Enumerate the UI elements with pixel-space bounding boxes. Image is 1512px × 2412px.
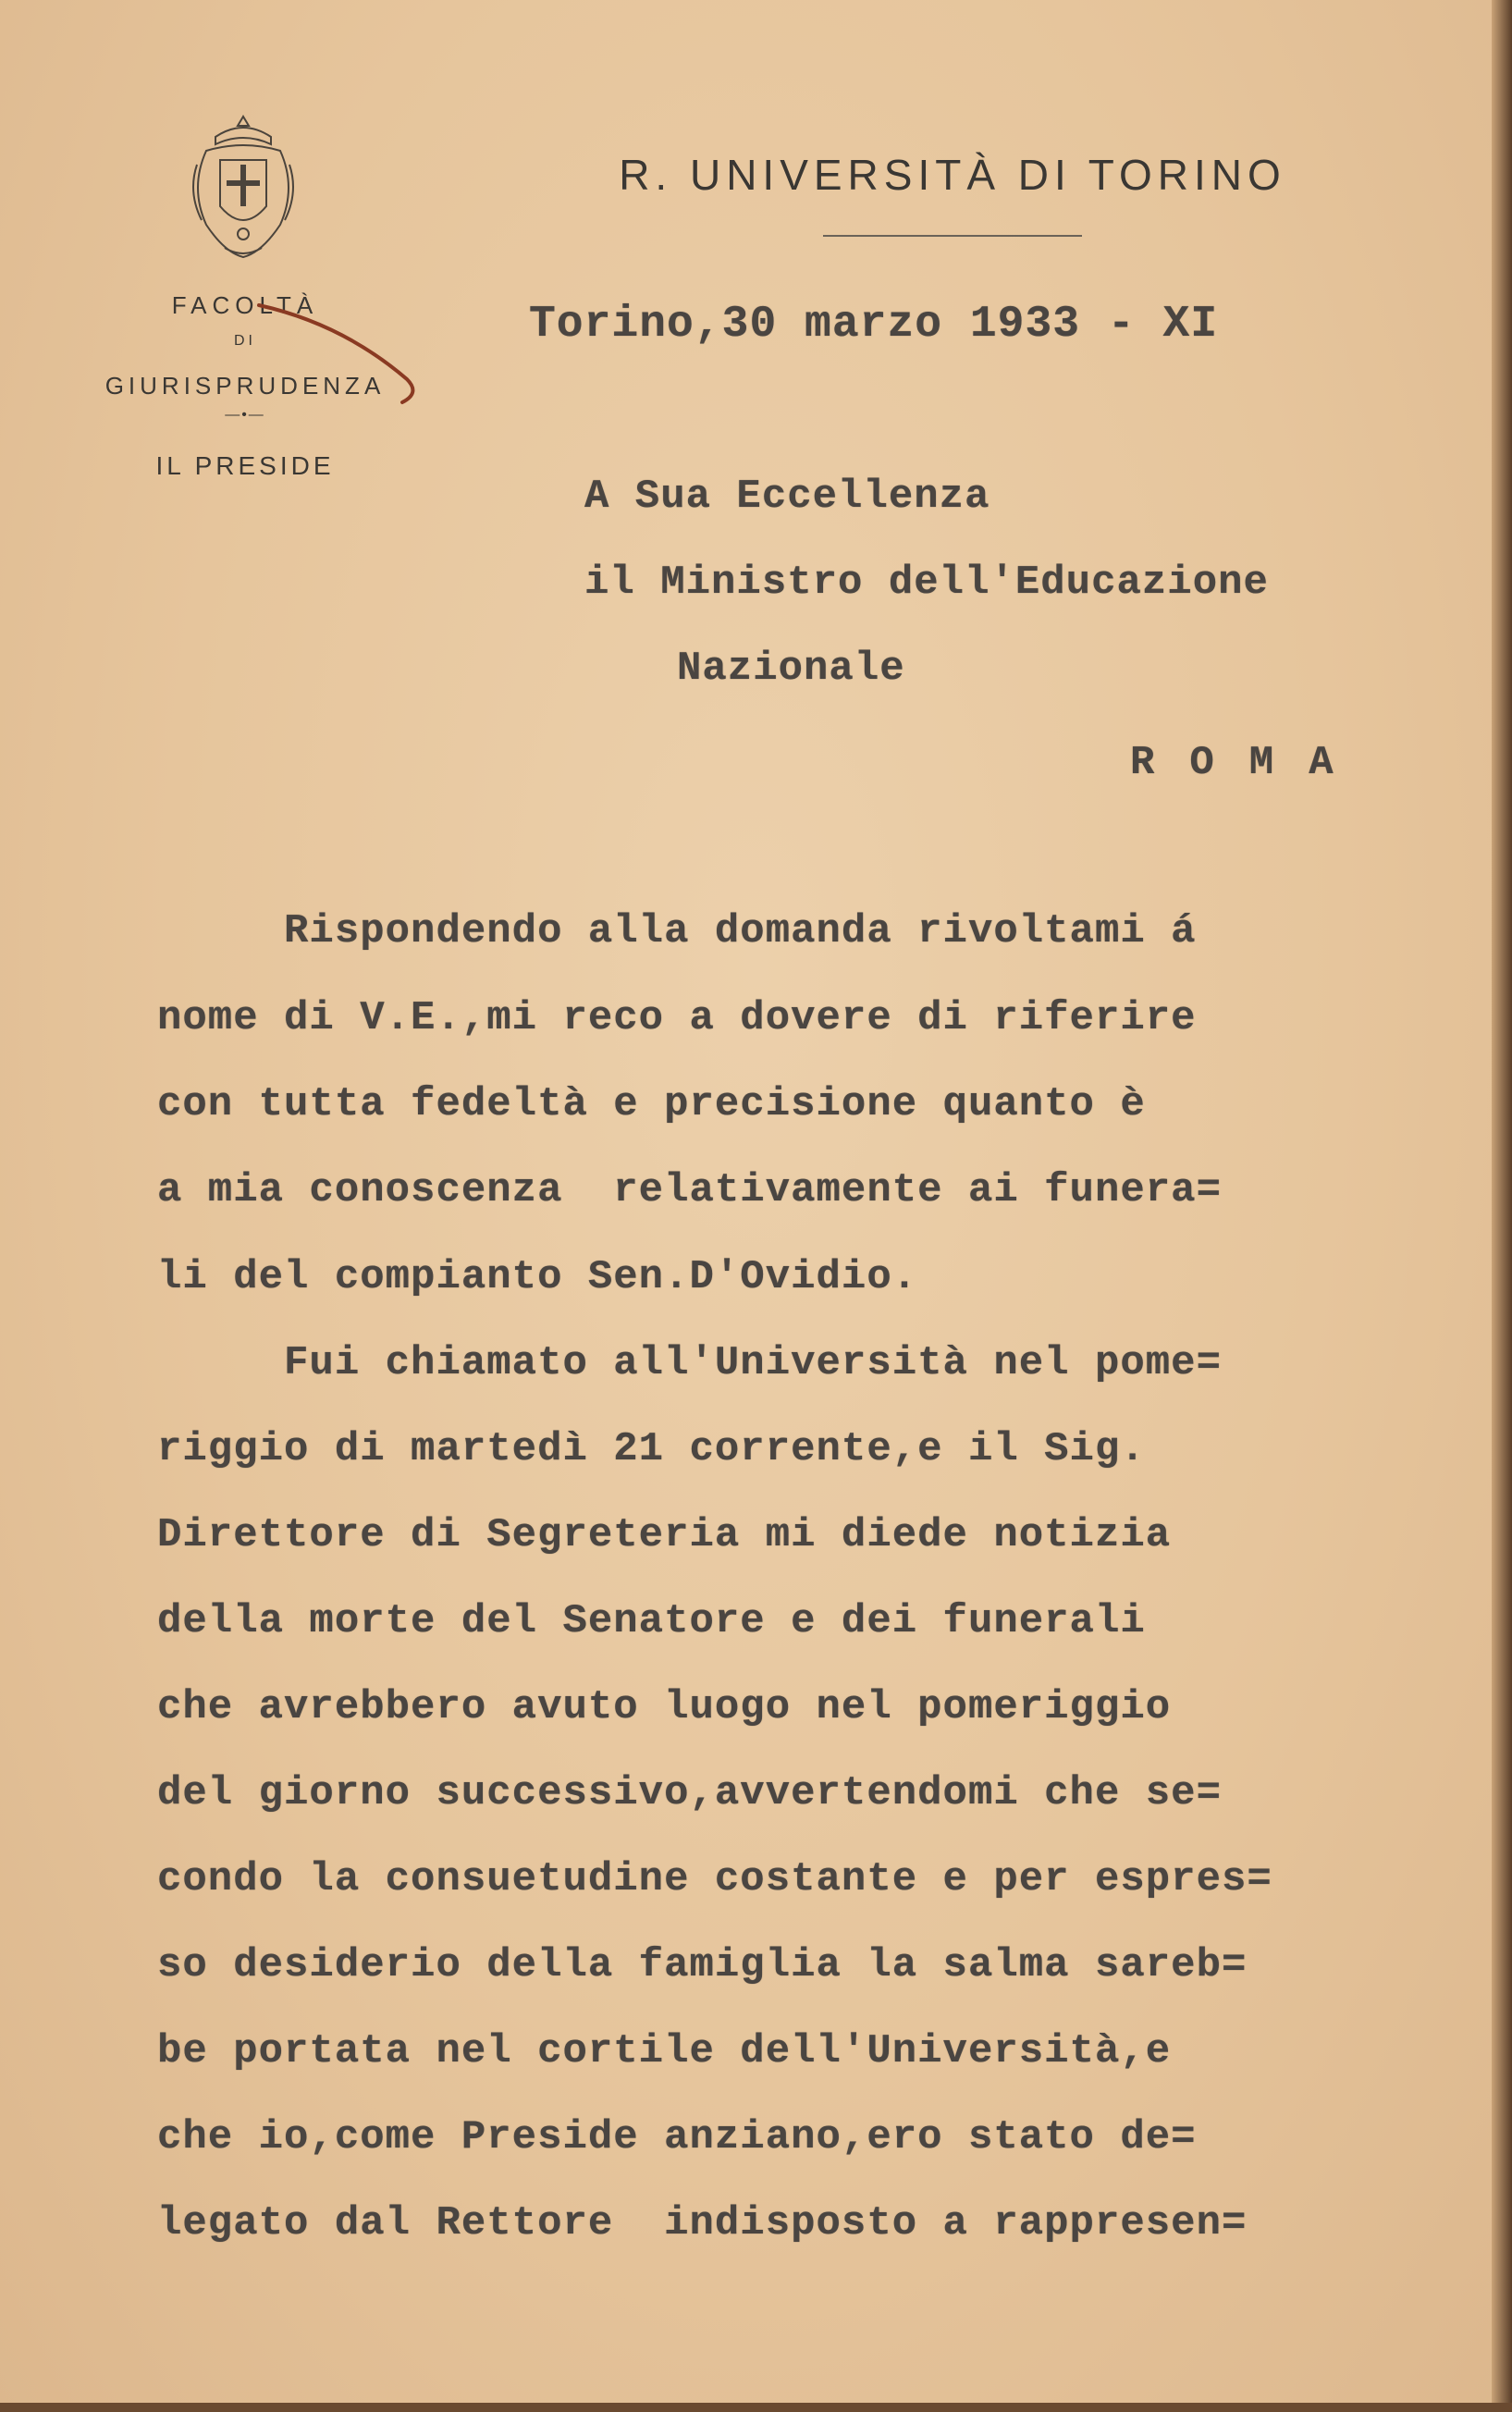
body-line: della morte del Senatore e dei funerali — [157, 1598, 1146, 1644]
coat-of-arms-icon — [178, 109, 308, 271]
body-line: che io,come Preside anziano,ero stato de= — [157, 2114, 1197, 2160]
faculty-connector: DI — [234, 333, 256, 349]
body-line: legato dal Rettore indisposto a rappresen= — [157, 2200, 1248, 2246]
letter-date: Torino,30 marzo 1933 - XI — [529, 300, 1219, 350]
addressee-city: ROMA — [1130, 740, 1369, 786]
body-line: Direttore di Segreteria mi diede notizia — [157, 1512, 1172, 1558]
body-line: condo la consuetudine costante e per espres= — [157, 1856, 1272, 1902]
body-line: con tutta fedeltà e precisione quanto è — [157, 1081, 1146, 1127]
body-line: so desiderio della famiglia la salma sareb= — [157, 1942, 1248, 1988]
body-line: riggio di martedì 21 corrente,e il Sig. — [157, 1426, 1146, 1472]
body-line: nome di V.E.,mi reco a dovere di riferire — [157, 995, 1197, 1041]
body-line: be portata nel cortile dell'Università,e — [157, 2028, 1172, 2074]
handwritten-mark-icon — [250, 294, 435, 414]
addressee-line: A Sua Eccellenza — [584, 474, 990, 520]
addressee-line: Nazionale — [677, 646, 905, 692]
faculty-name: FACOLTÀ — [171, 291, 319, 319]
body-line: li del compianto Sen.D'Ovidio. — [157, 1254, 918, 1300]
body-line: Fui chiamato all'Università nel pome= — [157, 1340, 1222, 1386]
body-line: del giorno successivo,avvertendomi che se= — [157, 1770, 1222, 1816]
body-line: Rispondendo alla domanda rivoltami á — [157, 908, 1197, 954]
addressee-line: il Ministro dell'Educazione — [584, 560, 1269, 606]
faculty-subject: GIURISPRUDENZA — [104, 372, 386, 400]
page-edge-shadow — [1492, 0, 1512, 2412]
page-bottom-edge — [0, 2403, 1512, 2412]
letterhead-ornament: —•— — [225, 407, 265, 423]
university-header: R. UNIVERSITÀ DI TORINO — [619, 151, 1286, 199]
body-line: che avrebbero avuto luogo nel pomeriggio — [157, 1684, 1172, 1730]
office-title: IL PRESIDE — [155, 451, 335, 480]
body-line: a mia conoscenza relativamente ai funera= — [157, 1167, 1222, 1213]
header-divider — [823, 235, 1082, 237]
